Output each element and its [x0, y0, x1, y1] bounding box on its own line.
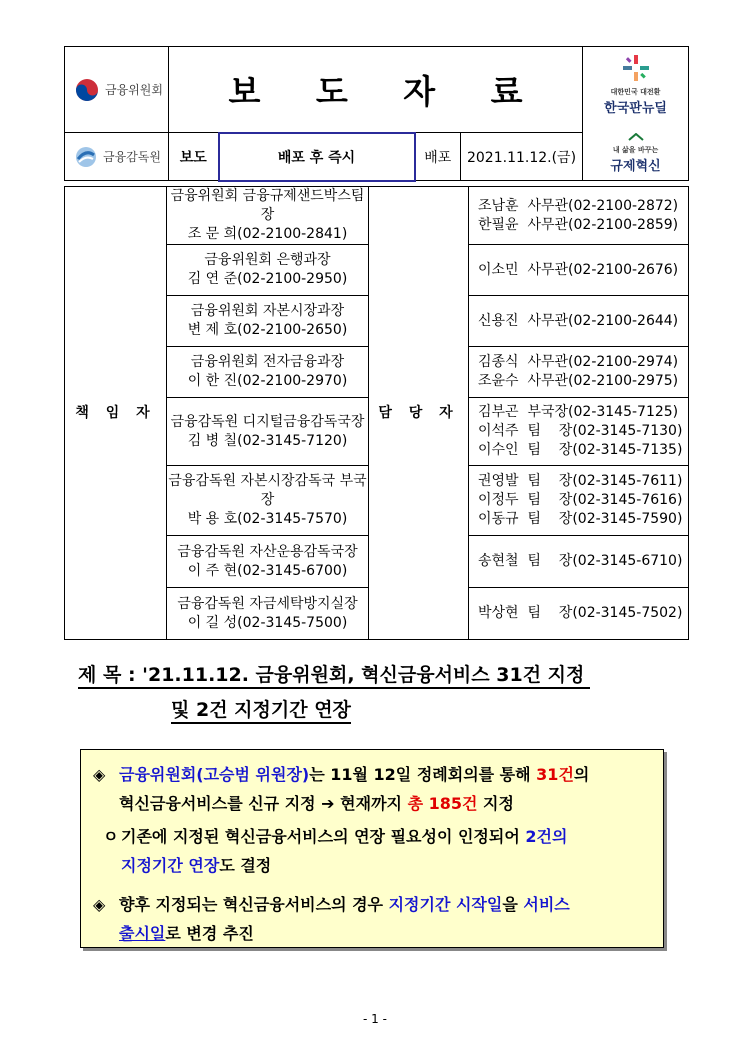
manager-dept: 금융감독원 자금세탁방지실장 [177, 595, 358, 612]
text-run: 을 [502, 895, 524, 914]
new-deal-icon [621, 53, 651, 83]
staff-cell: 송현철 팀 장(02-3145-6710) [469, 536, 689, 588]
text-run: 향후 지정되는 혁신금융서비스의 경우 [119, 895, 389, 914]
manager-cell [167, 588, 369, 640]
manager-dept: 금융위원회 은행과장 [204, 252, 331, 268]
fss-emblem-icon [75, 146, 97, 168]
staff-cell: 조남훈 사무관(02-2100-2872) 한필윤 사무관(02-2100-2859) [469, 187, 689, 245]
manager-contact: 변 제 호(02-2100-2650) [187, 322, 348, 338]
summary-bullet-2 [93, 890, 651, 948]
text-run: 는 11월 12일 정례회의를 통해 [309, 765, 537, 784]
bullet-text [121, 822, 567, 880]
bullet-text [119, 760, 589, 818]
manager-cell [167, 245, 369, 296]
staff-cell: 신용진 사무관(02-2100-2644) [469, 296, 689, 347]
reform-subtitle: 내 삶을 바꾸는 [612, 146, 659, 154]
manager-cell [167, 347, 369, 398]
manager-cell [167, 398, 369, 466]
fss-logo-cell [65, 133, 169, 181]
summary-box [80, 749, 664, 948]
regulation-arrow-icon [628, 133, 644, 141]
manager-contact: 조 문 희(02-2100-2841) [187, 226, 348, 242]
highlight-blue: 지정기간 연장 [121, 856, 220, 875]
manager-contact: 김 연 준(02-2100-2950) [187, 271, 348, 287]
new-deal-title: 한국판뉴딜 [604, 101, 667, 116]
summary-sub-bullet [93, 822, 651, 880]
manager-contact: 김 병 칠(02-3145-7120) [187, 432, 348, 449]
staff-role-label: 담 당 자 [369, 187, 469, 640]
text-run: 기존에 지정된 혁신금융서비스의 연장 필요성이 인정되어 [121, 827, 526, 846]
manager-cell [167, 187, 369, 245]
staff-cell: 권영발 팀 장(02-3145-7611) 이정두 팀 장(02-3145-7616) 이동규 팀 장(02-3145-7590) [469, 466, 689, 536]
distribution-label: 배포 [415, 133, 461, 181]
press-header [64, 46, 688, 180]
reform-title: 규제혁신 [610, 159, 661, 174]
text-run: 도 결정 [219, 856, 272, 875]
manager-contact: 박 용 호(02-3145-7570) [187, 511, 348, 527]
contact-table [64, 186, 688, 632]
page-number: - 1 - [363, 1012, 387, 1026]
subject-line-2: 및 2건 지정기간 연장 [171, 695, 351, 724]
manager-dept: 금융감독원 자산운용감독국장 [177, 543, 358, 560]
bullet-text [119, 890, 570, 948]
fsc-name: 금융위원회 [105, 83, 163, 97]
highlight-blue: 출시일 [119, 924, 166, 943]
manager-role-label: 책 임 자 [65, 187, 167, 640]
fss-name: 금융감독원 [103, 150, 161, 164]
release-timing: 배포 후 즉시 [219, 133, 415, 181]
manager-dept: 금융위원회 전자금융과장 [190, 354, 345, 370]
diamond-bullet-icon: ◈ [93, 765, 106, 784]
staff-cell: 이소민 사무관(02-2100-2676) [469, 245, 689, 296]
right-logos [583, 47, 689, 181]
highlight-red: 총 185건 [407, 794, 478, 813]
staff-cell: 박상현 팀 장(02-3145-7502) [469, 588, 689, 640]
manager-dept: 금융위원회 자본시장과장 [190, 303, 345, 319]
korea-emblem-icon [75, 78, 99, 102]
highlight-blue: 지정기간 시작일 [388, 895, 503, 914]
press-label: 보도 [169, 133, 219, 181]
highlight-red: 31건 [536, 765, 574, 784]
fsc-logo-cell [65, 47, 169, 133]
highlight-blue: 금융위원회(고승범 위원장) [119, 765, 310, 784]
circle-bullet-icon: ㅇ [103, 827, 119, 846]
release-date: 2021.11.12.(금) [461, 133, 583, 181]
manager-dept: 금융위원회 금융규제샌드박스팀장 [170, 188, 365, 223]
staff-cell: 김부곤 부국장(02-3145-7125) 이석주 팀 장(02-3145-7130) 이수인 팀 장(02-3145-7135) [469, 398, 689, 466]
manager-contact: 이 주 현(02-3145-6700) [187, 562, 348, 579]
highlight-blue: 서비스 [523, 895, 570, 914]
new-deal-subtitle: 대한민국 대전환 [610, 88, 661, 96]
text-run: 의 [573, 765, 590, 784]
staff-cell: 김종식 사무관(02-2100-2974) 조윤수 사무관(02-2100-2975) [469, 347, 689, 398]
text-run: 지정 [477, 794, 514, 813]
highlight-blue: 2건의 [525, 827, 568, 846]
manager-dept: 금융감독원 디지털금융감독국장 [170, 413, 365, 430]
subject-line-1: 제 목 : '21.11.12. 금융위원회, 혁신금융서비스 31건 지정 [78, 660, 590, 689]
manager-contact: 이 한 진(02-2100-2970) [187, 373, 348, 389]
manager-cell [167, 536, 369, 588]
manager-cell [167, 296, 369, 347]
diamond-bullet-icon: ◈ [93, 895, 106, 914]
summary-bullet-1 [93, 760, 651, 818]
document-title: 보 도 자 료 [169, 47, 583, 133]
manager-cell [167, 466, 369, 536]
subject-block [78, 660, 668, 724]
manager-contact: 이 길 성(02-3145-7500) [187, 614, 348, 631]
text-run: 혁신금융서비스를 신규 지정 ➔ 현재까지 [119, 794, 408, 813]
manager-dept: 금융감독원 자본시장감독국 부국장 [168, 473, 367, 508]
text-run: 로 변경 추진 [165, 924, 254, 943]
